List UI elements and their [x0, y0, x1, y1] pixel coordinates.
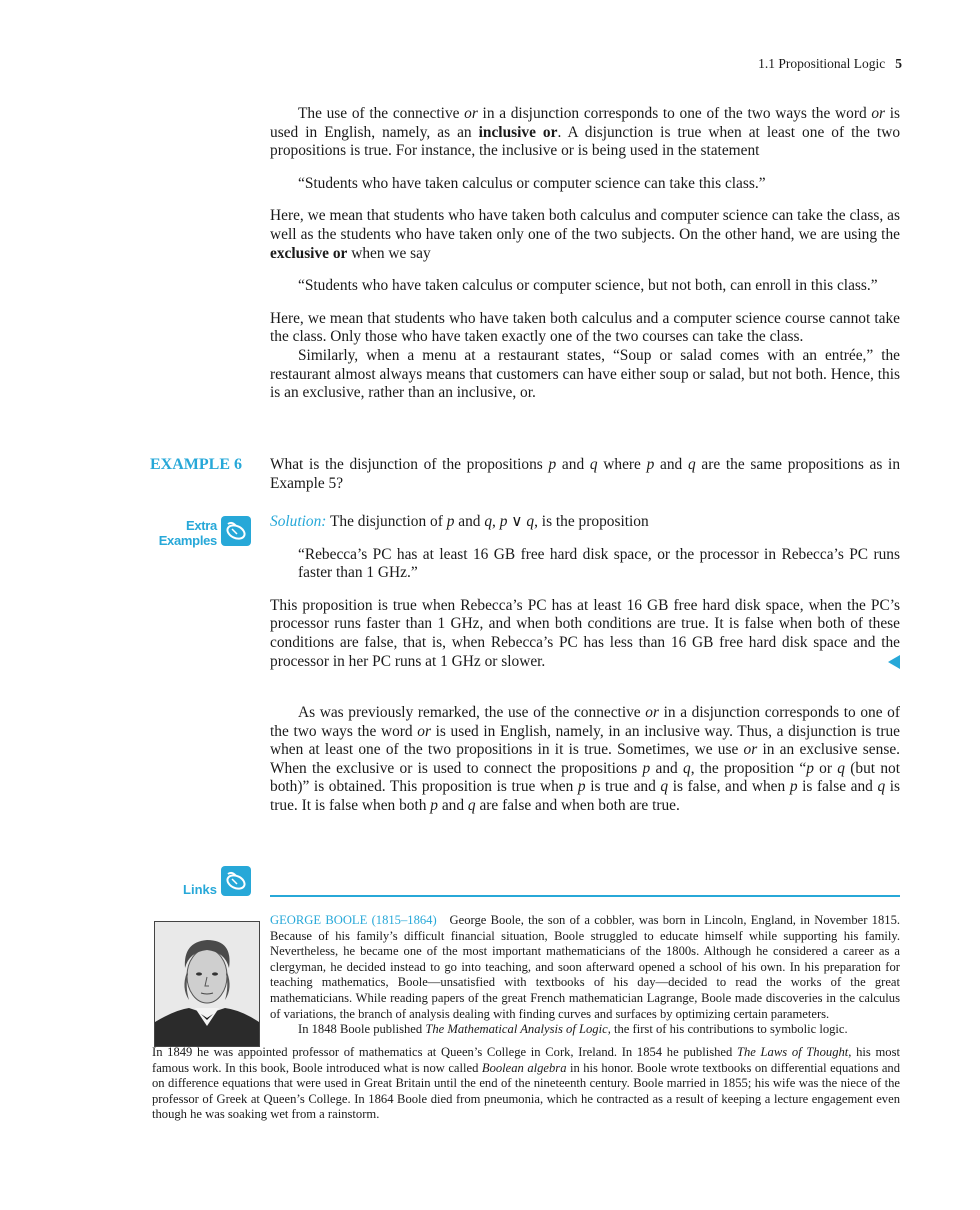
solution-label: Solution: [270, 513, 327, 530]
biography-name: GEORGE BOOLE (1815–1864) [270, 913, 437, 927]
paragraph: Here, we mean that students who have taken both calculus and a computer science course cannot take the class. Only those who have taken exactly one of the two courses can take the class. [270, 309, 900, 346]
paragraph: Here, we mean that students who have taken both calculus and computer science can take the class, as well as the students who have taken only one of the two subjects. On the other hand, we are using the exclusive or when we say [270, 207, 900, 262]
example-question: What is the disjunction of the propositions p and q where p and q are the same propositions as in Example 5? [270, 456, 901, 492]
intro-text [270, 105, 900, 403]
remark-text: As was previously remarked, the use of the connective or in a disjunction corresponds to one of the two ways the word or is used in English, namely, in an inclusive way. Thus, a disjunction is true when at least one of the two propositions in it is true. Sometimes, we use or in an exclusive sense. When the exclusive or is used to connect the propositions p and q, the proposition “p or q (but not both)” is obtained. This proposition is true when p is true and q is false, and when p is false and q is true. It is false when both p and q are false and when both are true. [270, 704, 901, 814]
quote: “Students who have taken calculus or computer science, but not both, can enroll in this class.” [298, 277, 878, 295]
links-link[interactable]: Links [185, 866, 251, 898]
example-solution: Solution: The disjunction of p and q, p ∨ q, is the proposition “Rebecca’s PC has at least 16 GB free hard disk space, or the processor in Rebecca’s PC runs faster than 1 GHz.” This proposition is true when Rebecca’s PC has at least 16 GB free hard disk space, when the PC’s processor runs faster than 1 GHz, and when both conditions are true. It is false when both of these conditions are false, that is, when Rebecca’s PC has less than 16 GB free hard disk space and the processor in her PC runs at 1 GHz or slower. [270, 513, 900, 670]
page-number: 5 [895, 56, 902, 71]
extra-examples-link[interactable]: Extra Examples [155, 516, 251, 552]
section-title: 1.1 Propositional Logic [758, 56, 886, 71]
biography-continued: In 1849 he was appointed professor of mathematics at Queen’s College in Cork, Ireland. In 1854 he published The Laws of Thought, his most famous work. In this book, Boole introduced what is now called Boolean algebra in his honor. Boole wrote textbooks on differential equations and on difference equations that were used in Great Britain until the end of the nineteenth century. Boole married in 1855; his wife was the niece of the professor of Greek at Queen’s College. In 1864 Boole died from pneumonia, which he contracted as a result of keeping a lecture engagement even though he was soaking wet from a rainstorm. [152, 1045, 901, 1122]
running-header [758, 56, 902, 72]
mouse-icon [221, 516, 251, 546]
paragraph: This proposition is true when Rebecca’s PC has at least 16 GB free hard disk space, when the PC’s processor runs faster than 1 GHz, and when both conditions are true. It is false when both of these conditions are false, that is, when Rebecca’s PC has less than 16 GB free hard disk space and the processor in her PC runs at 1 GHz or slower. [270, 596, 900, 670]
formula: p ∨ q [499, 513, 535, 530]
term-inclusive-or: inclusive or [478, 123, 558, 141]
divider [270, 895, 900, 897]
mouse-icon [221, 866, 251, 896]
example-label: EXAMPLE 6 [150, 456, 242, 473]
biography: GEORGE BOOLE (1815–1864) George Boole, the son of a cobbler, was born in Lincoln, England, in November 1815. Because of his family’s difficult financial situation, Boole struggled to educate himself while supporting his family. Nevertheless, he became one of the most important mathematicians of the 1800s. Although he considered a career as a clergyman, he decided instead to go into teaching, and soon afterward opened a school of his own. In his preparation for teaching mathematics, Boole—unsatisfied with textbooks of his day—decided to read the works of the great mathematicians. While reading papers of the great French mathematician Lagrange, Boole made discoveries in the calculus of variations, the branch of analysis dealing with finding curves and surfaces by optimizing certain parameters. In 1848 Boole published The Mathematical Analysis of Logic, the first of his contributions to symbolic logic. [270, 913, 901, 1037]
portrait-image [154, 921, 260, 1047]
quote: “Students who have taken calculus or computer science can take this class.” [298, 174, 766, 192]
term-exclusive-or: exclusive or [270, 244, 348, 262]
end-of-example-icon [888, 655, 900, 669]
paragraph: The use of the connective or in a disjunction corresponds to one of the two ways the word or is used in English, namely, as an inclusive or. A disjunction is true when at least one of the two propositions is true. For instance, the inclusive or is being used in the statement [270, 105, 901, 160]
quote: “Rebecca’s PC has at least 16 GB free hard disk space, or the processor in Rebecca’s PC runs faster than 1 GHz.” [298, 545, 900, 582]
paragraph: Similarly, when a menu at a restaurant states, “Soup or salad comes with an entrée,” the restaurant almost always means that customers can have either soup or salad, but not both. Hence, this is an exclusive, rather than an inclusive, or. [270, 346, 900, 402]
